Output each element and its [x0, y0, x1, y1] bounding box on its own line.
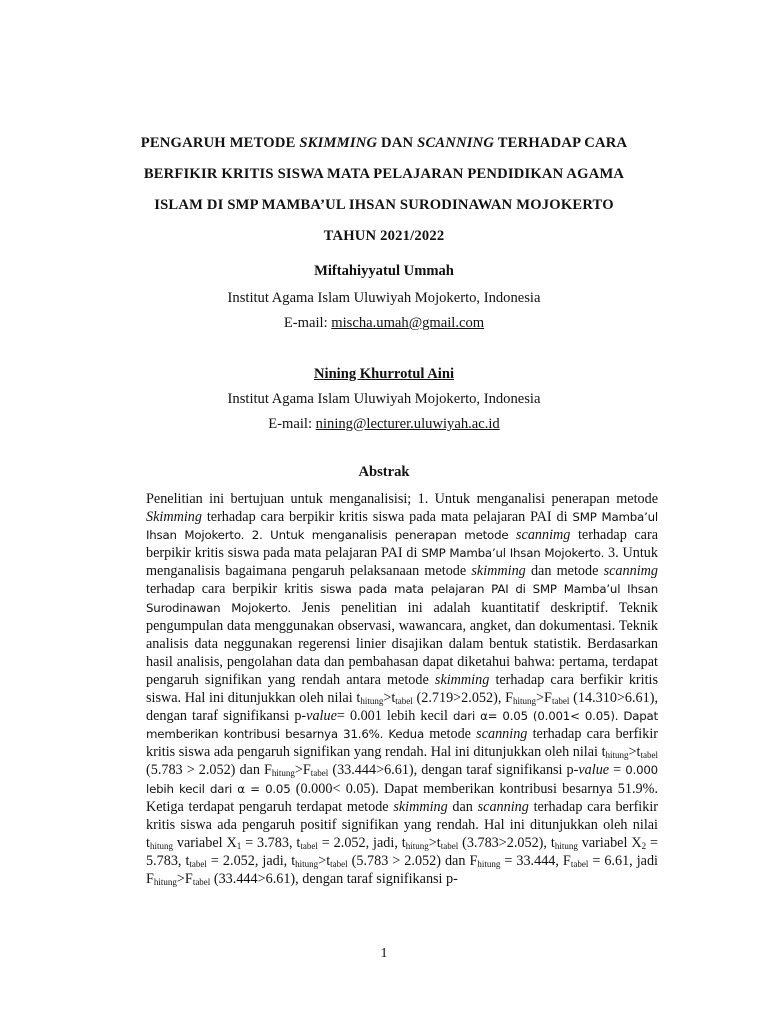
abstract-text: (3.783>2.052), t: [458, 834, 555, 851]
abstract-text: metode: [424, 726, 477, 743]
abstract-text: =: [609, 762, 626, 779]
abstract-italic: skimming: [393, 798, 448, 815]
abstract-text: >t: [383, 690, 396, 707]
title-text: TERHADAP CARA: [494, 135, 628, 151]
abstract-text: dan: [447, 798, 478, 815]
abstract-subscript: hitung: [153, 876, 177, 887]
abstract-subscript: hitung: [360, 696, 384, 707]
abstract-subscript: hitung: [513, 696, 537, 707]
abstract-italic: value: [578, 762, 610, 779]
abstract-text: terhadap cara berfikir kritis siswa ada pengaruh signifikan yang rendah. Hal ini ditunjukkan oleh nilai t: [146, 726, 659, 761]
abstract-subscript: tabel: [440, 840, 459, 851]
abstract-text: terhadap cara berfikir kritis siswa ada pengaruh positif signifikan yang rendah. Hal ini ditunjukkan oleh nilai t: [146, 798, 658, 851]
title-line-2: BERFIKIR KRITIS SISWA MATA PELAJARAN PENDIDIKAN AGAMA: [143, 166, 625, 182]
abstract-text: (5.783 > 2.052) dan F: [146, 762, 272, 779]
abstract-subscript: tabel: [189, 858, 207, 869]
abstract-subscript: tabel: [330, 858, 348, 869]
author-1-email-link[interactable]: mischa.umah@gmail.com: [331, 315, 485, 331]
abstract-text: dan metode: [525, 563, 604, 580]
email-label: E-mail:: [268, 416, 316, 432]
author-1-affiliation: Institut Agama Islam Uluwiyah Mojokerto, Indonesia: [227, 290, 541, 306]
abstract-text: = 2.052, jadi, t: [206, 852, 296, 869]
abstract-text: terhadap cara berpikir kritis siswa pada mata pelajaran PAI di: [201, 509, 573, 526]
abstract-italic: scannimg: [516, 527, 571, 544]
abstract-subscript: tabel: [300, 840, 318, 851]
abstract-text: >F: [294, 762, 311, 779]
abstract-italic: scanning: [476, 726, 528, 743]
abstract-body: [146, 490, 658, 888]
abstract-text: >t: [628, 744, 641, 761]
abstract-text: terhadap cara berpikir kritis: [146, 581, 321, 598]
page-number: 1: [380, 946, 388, 961]
abstract-text-sans: siswa pada mata pelajaran PAI di SMP Mamba’ul Ihsan Surodinawan Mojokerto.: [146, 582, 658, 615]
author-2-email-link[interactable]: nining@lecturer.uluwiyah.ac.id: [315, 416, 500, 432]
abstract-text: >t: [318, 852, 331, 869]
abstract-subscript: tabel: [310, 768, 329, 779]
abstract-italic: value: [306, 708, 337, 725]
abstract-subscript: tabel: [640, 750, 658, 761]
abstract-subscript: hitung: [605, 750, 629, 761]
abstract-italic: Skimming: [146, 509, 202, 526]
title-line-3: ISLAM DI SMP MAMBA’UL IHSAN SURODINAWAN MOJOKERTO: [154, 197, 614, 213]
abstract-subscript: tabel: [551, 696, 570, 707]
abstract-subscript: 1: [236, 840, 242, 851]
abstract-italic: scanning: [477, 798, 529, 815]
abstract-text: = 2.052, jadi, t: [317, 834, 406, 851]
abstract-text: variabel X: [172, 834, 237, 851]
abstract-italic: skimming: [471, 563, 526, 580]
author-2-name: Nining Khurrotul Aini: [313, 366, 455, 382]
abstract-subscript: tabel: [570, 858, 589, 869]
abstract-subscript: hitung: [405, 840, 429, 851]
title-text: PENGARUH METODE: [140, 135, 300, 151]
author-1-name: Miftahiyyatul Ummah: [314, 263, 454, 279]
abstract-subscript: tabel: [395, 696, 413, 707]
abstract-text: >F: [536, 690, 552, 707]
abstract-text: 3. Untuk menganalisis bagaimana pengaruh pelaksanaan metode: [146, 545, 658, 580]
title-text-italic: SCANNING: [417, 135, 495, 151]
title-text: DAN: [377, 135, 418, 151]
abstract-text-sans: SMP Mamba’ul Ihsan Mojokerto.: [421, 546, 605, 561]
abstract-text-sans: 0.000 lebih kecil dari α = 0.05: [146, 763, 658, 796]
abstract-text: terhadap cara berfikir kritis siswa. Hal ini ditunjukkan oleh nilai t: [146, 671, 658, 707]
abstract-text: (0.000< 0.05). Dapat memberikan kontribusi besarnya 51.9%. Ketiga terdapat pengaruh terdapat metode: [146, 780, 658, 815]
author-2-email-line: [0, 415, 768, 433]
abstract-subscript: hitung: [271, 768, 295, 779]
abstract-heading: Abstrak: [358, 464, 410, 480]
abstract-text: (5.783 > 2.052) dan F: [347, 852, 478, 869]
paper-title: [120, 133, 648, 257]
email-label: E-mail:: [283, 315, 332, 331]
abstract-text: variabel X: [577, 834, 642, 851]
abstract-text-sans: SMP Mamba’ul Ihsan Mojokerto. 2. Untuk menganalisis penerapan metode: [146, 510, 658, 543]
abstract-text: Penelitian ini bertujuan untuk menganalisisi; 1. Untuk menganalisi penerapan metode: [146, 491, 658, 507]
abstract-subscript: hitung: [149, 840, 173, 851]
abstract-subscript: hitung: [477, 858, 501, 869]
title-line-1: [120, 133, 648, 164]
abstract-text-sans: dari α= 0.05 (0.001< 0.05). Dapat memberikan kontribusi besarnya 31.6%. Kedua: [146, 709, 658, 742]
author-1-email-line: [0, 314, 768, 332]
abstract-text: = 3.783, t: [241, 834, 301, 851]
title-line-4: TAHUN 2021/2022: [323, 228, 445, 244]
abstract-subscript: 2: [641, 840, 647, 851]
abstract-text: (33.444>6.61), dengan taraf signifikansi p-: [210, 870, 458, 887]
abstract-text: = 0.001 lebih kecil: [336, 708, 453, 725]
abstract-subscript: hitung: [295, 858, 319, 869]
author-2-affiliation: Institut Agama Islam Uluwiyah Mojokerto, Indonesia: [227, 391, 541, 407]
abstract-text: terhadap cara berpikir kritis siswa pada mata pelajaran PAI di: [146, 527, 658, 562]
abstract-text: Jenis penelitian ini adalah kuantitatif deskriptif. Teknik pengumpulan data menggunakan observasi, wawancara, angket, dan dokumentasi. Teknik analisis data neggunakan regerensi linier disajikan dalam bentuk statistik. Berdasarkan hasil analisis, pengolahan data dan pembahasan dapat diketahui bahwa: pertama, terdapat pengaruh signifikan yang rendah antara metode: [146, 599, 659, 688]
abstract-text: >t: [428, 834, 441, 851]
abstract-text: = 5.783, t: [146, 834, 658, 869]
abstract-text: (33.444>6.61), dengan taraf signifikansi p-: [328, 762, 579, 779]
abstract-text: = 33.444, F: [500, 852, 571, 869]
abstract-text: (14.310>6.61), dengan taraf signifikansi p-: [146, 690, 659, 725]
abstract-text: = 6.61, jadi F: [146, 852, 658, 887]
abstract-subscript: tabel: [192, 876, 211, 887]
abstract-subscript: hitung: [554, 840, 578, 851]
title-text-italic: SKIMMING: [299, 135, 378, 151]
abstract-italic: skimming: [434, 671, 490, 688]
abstract-text: >F: [176, 870, 193, 887]
abstract-text: (2.719>2.052), F: [412, 690, 514, 707]
abstract-italic: scannimg: [603, 563, 658, 580]
